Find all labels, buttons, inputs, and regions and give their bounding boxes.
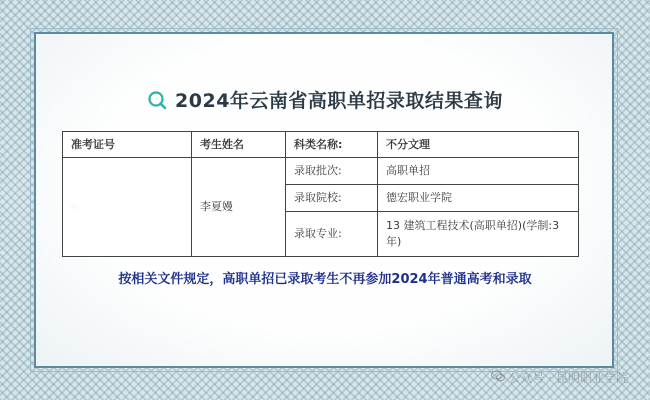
batch-label: 录取批次: <box>286 158 378 185</box>
header-exam-id: 准考证号 <box>63 132 192 158</box>
header-student-name: 考生姓名 <box>192 132 286 158</box>
student-name-cell: 李夏嫚 <box>192 158 286 257</box>
school-label: 录取院校: <box>286 185 378 212</box>
title-row <box>0 86 650 113</box>
major-value: 13 建筑工程技术(高职单招)(学制:3年) <box>378 212 579 257</box>
header-category-value: 不分文理 <box>378 132 579 158</box>
table-header-row <box>63 132 579 158</box>
school-value: 德宏职业学院 <box>378 185 579 212</box>
result-table <box>62 131 579 257</box>
search-icon <box>147 90 167 110</box>
exam-id-value: ·· <box>71 202 77 213</box>
watermark-text: 公众号 · 昆明职业学院 <box>508 371 628 385</box>
wechat-icon <box>491 370 505 385</box>
notice-text: 按相关文件规定，高职单招已录取考生不再参加2024年普通高考和录取 <box>118 272 532 287</box>
exam-id-cell <box>63 158 192 257</box>
watermark <box>491 369 628 386</box>
table-row <box>63 158 579 185</box>
major-label: 录取专业: <box>286 212 378 257</box>
batch-value: 高职单招 <box>378 158 579 185</box>
header-category-label: 科类名称: <box>286 132 378 158</box>
page-title: 2024年云南省高职单招录取结果查询 <box>175 90 503 112</box>
